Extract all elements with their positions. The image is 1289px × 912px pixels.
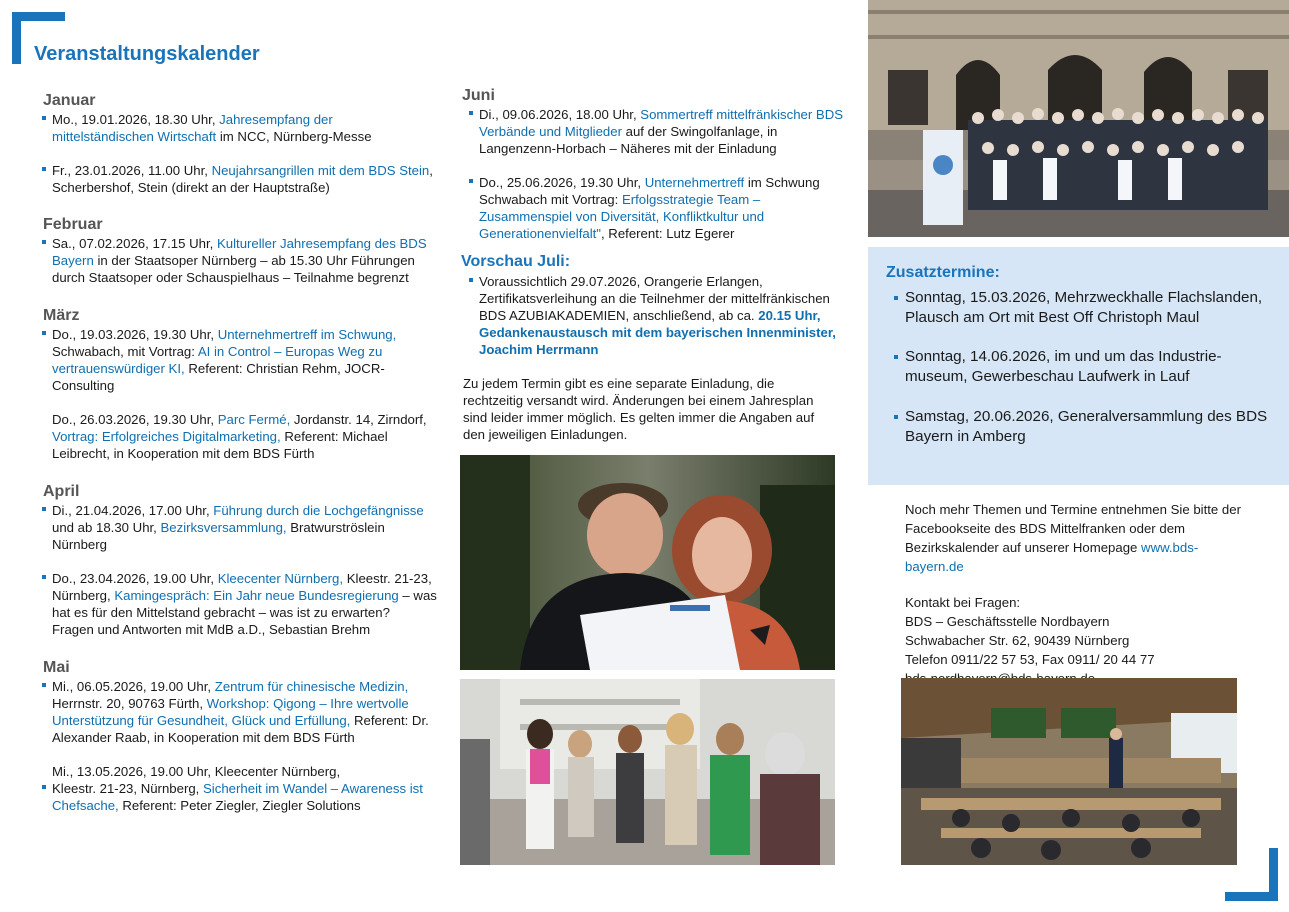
contact-block: Kontakt bei Fragen: BDS – Geschäftsstelle Nordbayern Schwabacher Str. 62, 90439 Nürnberg Telefon 0911/22 57 53, Fax 0911/ 20 44 77 [905,593,1245,688]
zusatz-item: Samstag, 20.06.2026, Generalversammlung des BDS Bayern in Amberg [905,407,1275,447]
zusatz-item: Sonntag, 15.03.2026, Mehrzweckhalle Flachslanden, Plausch am Ort mit Best Off Christoph Maul [905,288,1275,328]
month-februar: Februar [43,216,103,233]
event-item: Do., 19.03.2026, 19.30 Uhr, Unternehmertreff im Schwung, Schwabach, mit Vortrag: AI in Control – Europas Weg zu vertrauenswürdiger KI, Referent: Christian Rehm, JOCR-Consulting [42,326,437,394]
month-januar: Januar [43,92,96,109]
more-info-text: Noch mehr Themen und Termine entnehmen Sie bitte der Facebookseite des BDS Mittelfranken oder dem Bezirkskalender auf unserer Homepage www.bds-bayern.de [905,502,1241,574]
zusatztermine-heading: Zusatztermine: [886,264,1000,281]
event-item: Mi., 06.05.2026, 19.00 Uhr, Zentrum für chinesische Medizin, Herrnstr. 20, 90763 Fürth, Workshop: Qigong – Ihre wertvolle Unterstützung für Gesundheit, Glück und Erfüllung, Referent: Dr. Alexander Raab, in Kooperation mit dem BDS Fürth [42,678,437,746]
homepage-link[interactable]: www.bds-bayern.de [905,540,1199,574]
event-item: Voraussichtlich 29.07.2026, Orangerie Erlangen, Zertifikatsverleihung an die Teilnehmer der mittelfränkischen BDS AZUBIAKADEMIEN, anschließend, ab ca. 20.15 Uhr, Gedankenaustausch mit dem bayerischen Innenminister, Joachim Herrmann [469,273,856,358]
event-item: Kleestr. 21-23, Nürnberg, Sicherheit im Wandel – Awareness ist Chefsache, Referent: Peter Ziegler, Ziegler Solutions [42,780,437,814]
event-item: Di., 09.06.2026, 18.00 Uhr, Sommertreff mittelfränkischer BDS Verbände und Mitglieder auf der Swingolfanlage, in Langenzenn-Horbach – Näheres mit der Einladung [469,106,856,157]
more-info [905,500,1245,688]
event-item: Mi., 13.05.2026, 19.00 Uhr, Kleecenter Nürnberg, [52,764,341,779]
month-april: April [43,483,80,500]
month-maerz: März [43,307,80,324]
month-juni: Juni [462,87,495,104]
left-column [42,92,437,814]
note-text: Zu jedem Termin gibt es eine separate Einladung, die rechtzeitig versandt wird. Änderungen bei einem Jahresplan sind leider immer möglich. Es gelten immer die Angaben auf den jeweiligen Einladungen. [463,376,815,442]
page-title: Veranstaltungskalender [34,43,260,65]
photo-group-visit [460,679,835,865]
event-item: Mo., 19.01.2026, 18.30 Uhr, Jahresempfang der mittelständischen Wirtschaft im NCC, Nürnberg-Messe [42,111,437,145]
photo-group-building [868,0,1289,237]
event-item: Di., 21.04.2026, 17.00 Uhr, Führung durch die Lochgefängnisse und ab 18.30 Uhr, Bezirksversammlung, Bratwurströslein Nürnberg [42,502,437,553]
event-item: Fr., 23.01.2026, 11.00 Uhr, Neujahrsangrillen mit dem BDS Stein, Scherbershof, Stein (direkt an der Hauptstraße) [42,162,437,196]
event-item: Do., 23.04.2026, 19.00 Uhr, Kleecenter Nürnberg, Kleestr. 21-23, Nürnberg, Kamingespräch: Ein Jahr neue Bundesregierung – was hat es für den Mittelstand gebracht – was ist zu erwarten? Fragen und Antworten mit MdB a.D., Sebastian Brehm [42,570,437,638]
zusatztermine-box [868,247,1289,485]
vorschau-heading: Vorschau Juli: [461,253,571,270]
photo-certificate [460,455,835,670]
zusatz-item: Sonntag, 14.06.2026, im und um das Industrie-museum, Gewerbeschau Laufwerk in Lauf [905,347,1275,387]
photo-conference-room [901,678,1237,865]
middle-column [461,87,856,443]
event-item: Do., 25.06.2026, 19.30 Uhr, Unternehmertreff im Schwung Schwabach mit Vortrag: Erfolgsstrategie Team – Zusammenspiel von Diversität, Konfliktkultur und Generationenvielfalt", Referent: Lutz Egerer [469,174,856,242]
event-item: Sa., 07.02.2026, 17.15 Uhr, Kultureller Jahresempfang des BDS Bayern in der Staatsoper Nürnberg – ab 15.30 Uhr Führungen durch Staatsoper oder Schauspielhaus – Teilnahme begrenzt [42,235,437,286]
event-item: Do., 26.03.2026, 19.30 Uhr, Parc Fermé, Jordanstr. 14, Zirndorf, Vortrag: Erfolgreiches Digitalmarketing, Referent: Michael Leibrecht, in Kooperation mit dem BDS Fürth [52,412,427,461]
month-mai: Mai [43,659,70,676]
